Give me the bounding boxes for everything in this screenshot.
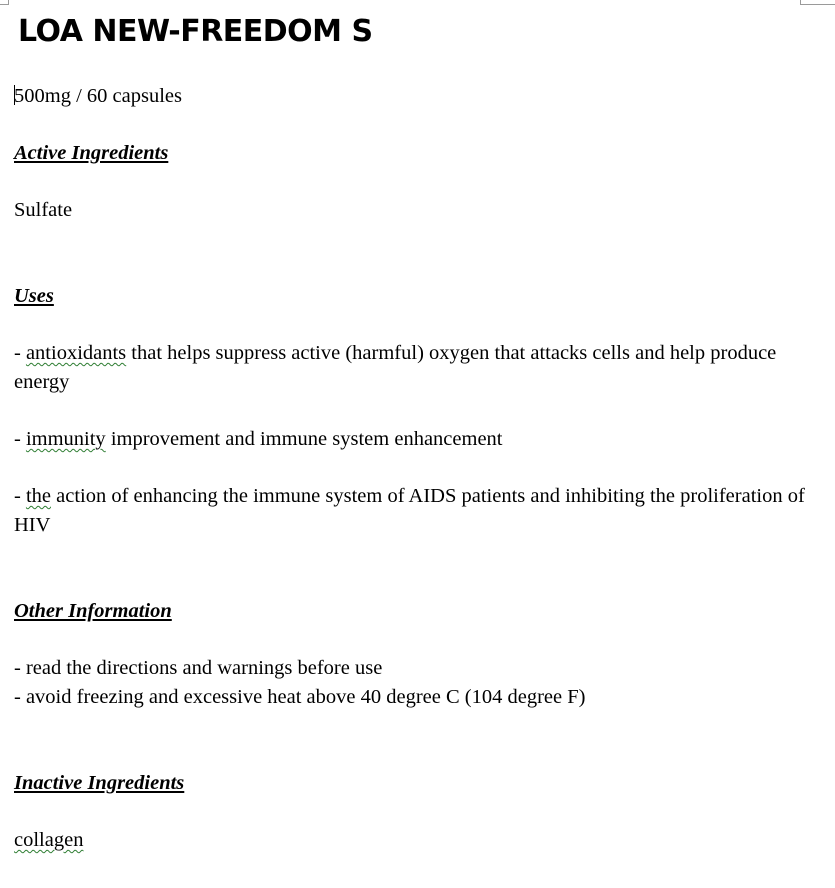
uses-item-3-prefix: - xyxy=(14,485,26,507)
document-body[interactable] xyxy=(14,10,825,855)
uses-item-1 xyxy=(14,339,825,397)
other-information-line-2: - avoid freezing and excessive heat above 40 degree C (104 degree F) xyxy=(14,686,586,708)
spellcheck-flag-the[interactable]: the xyxy=(25,485,51,507)
uses-item-1-text: that helps suppress active (harmful) oxygen that attacks cells and help produce energy xyxy=(14,342,777,393)
active-ingredients-body: Sulfate xyxy=(14,199,73,221)
spellcheck-flag-collagen[interactable]: collagen xyxy=(14,829,84,851)
inactive-ingredients-heading: Inactive Ingredients xyxy=(14,772,185,794)
page-corner-mark-left xyxy=(0,0,9,5)
inactive-ingredients-body xyxy=(14,826,825,855)
document-title: LOA NEW-FREEDOM S xyxy=(18,14,373,49)
uses-item-2-prefix: - xyxy=(14,428,26,450)
other-information-line-1: - read the directions and warnings before use xyxy=(14,657,383,679)
other-information-heading: Other Information xyxy=(14,600,172,622)
active-ingredients-heading: Active Ingredients xyxy=(14,142,169,164)
uses-item-2 xyxy=(14,425,825,454)
dosage-line[interactable] xyxy=(14,82,825,111)
spellcheck-flag-antioxidants[interactable]: antioxidants xyxy=(25,342,127,364)
uses-item-1-prefix: - xyxy=(14,342,26,364)
page-corner-mark-right xyxy=(800,0,835,5)
dosage-text: 500mg / 60 capsules xyxy=(14,85,182,107)
uses-item-3 xyxy=(14,482,825,540)
uses-heading: Uses xyxy=(14,285,54,307)
spellcheck-flag-immunity[interactable]: immunity xyxy=(25,428,106,450)
uses-item-2-text: improvement and immune system enhancement xyxy=(105,428,503,450)
uses-item-3-text: action of enhancing the immune system of AIDS patients and inhibiting the proliferation of HIV xyxy=(14,485,805,536)
